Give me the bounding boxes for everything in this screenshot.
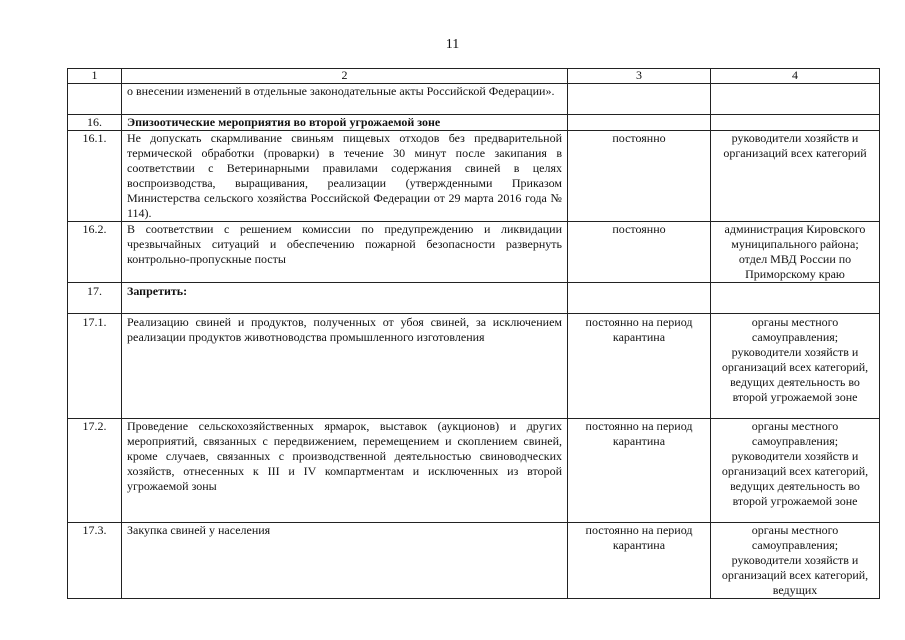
row-responsible <box>711 84 880 115</box>
row-number: 16.1. <box>68 131 122 222</box>
measures-table <box>67 68 880 599</box>
table-row <box>68 222 880 283</box>
row-number: 17.3. <box>68 523 122 599</box>
table-row <box>68 115 880 131</box>
row-number: 17. <box>68 283 122 314</box>
row-responsible: руководители хозяйств и организаций всех категорий <box>711 131 880 222</box>
section-title: Запретить: <box>122 283 568 314</box>
row-responsible <box>711 283 880 314</box>
table-row <box>68 283 880 314</box>
row-measure-text: Проведение сельскохозяйственных ярмарок, выставок (аукционов) и других мероприятий, связанных с передвижением, перемещением и скоплением свиней, кроме случаев, связанных с производственной деятельностью свиноводческих хозяйств, отнесенных к III и IV компартментам и исключенных из второй угрожаемой зоны <box>122 419 568 523</box>
row-measure-text: В соответствии с решением комиссии по предупреждению и ликвидации чрезвычайных ситуаций и обеспечению пожарной безопасности развернуть контрольно-пропускные посты <box>122 222 568 283</box>
row-measure-text: о внесении изменений в отдельные законодательные акты Российской Федерации». <box>122 84 568 115</box>
row-term: постоянно на период карантина <box>568 419 711 523</box>
row-measure-text: Закупка свиней у населения <box>122 523 568 599</box>
table-row <box>68 84 880 115</box>
page-number: 11 <box>445 37 460 52</box>
row-number: 16.2. <box>68 222 122 283</box>
row-responsible: органы местного самоуправления; руководители хозяйств и организаций всех категорий, ведущих деятельность во второй угрожаемой зоне <box>711 419 880 523</box>
row-term: постоянно <box>568 222 711 283</box>
row-measure-text: Не допускать скармливание свиньям пищевых отходов без предварительной термической обработки (проварки) в течение 30 минут после закипания в соответствии с Ветеринарными правилами содержания свиней в целях воспроизводства, выращивания, реализации (утвержденными Приказом Министерства сельского хозяйства Российской Федерации от 29 марта 2016 года № 114). <box>122 131 568 222</box>
section-title: Эпизоотические мероприятия во второй угрожаемой зоне <box>122 115 568 131</box>
row-term: постоянно <box>568 131 711 222</box>
row-term: постоянно на период карантина <box>568 314 711 419</box>
row-number: 16. <box>68 115 122 131</box>
row-responsible: органы местного самоуправления; руководители хозяйств и организаций всех категорий, ведущих деятельность во второй угрожаемой зоне <box>711 314 880 419</box>
row-number: 17.2. <box>68 419 122 523</box>
header-col-2: 2 <box>122 69 568 84</box>
table-row <box>68 419 880 523</box>
header-col-1: 1 <box>68 69 122 84</box>
row-term <box>568 115 711 131</box>
table-row <box>68 131 880 222</box>
row-responsible <box>711 115 880 131</box>
row-number <box>68 84 122 115</box>
row-measure-text: Реализацию свиней и продуктов, полученных от убоя свиней, за исключением реализации продуктов животноводства промышленного изготовления <box>122 314 568 419</box>
row-term <box>568 283 711 314</box>
row-term <box>568 84 711 115</box>
row-responsible: органы местного самоуправления; руководители хозяйств и организаций всех категорий, ведущих <box>711 523 880 599</box>
table-header-row <box>68 69 880 84</box>
table-row <box>68 314 880 419</box>
header-col-3: 3 <box>568 69 711 84</box>
row-term: постоянно на период карантина <box>568 523 711 599</box>
header-col-4: 4 <box>711 69 880 84</box>
row-responsible: администрация Кировского муниципального района; отдел МВД России по Приморскому краю <box>711 222 880 283</box>
row-number: 17.1. <box>68 314 122 419</box>
table-row <box>68 523 880 599</box>
